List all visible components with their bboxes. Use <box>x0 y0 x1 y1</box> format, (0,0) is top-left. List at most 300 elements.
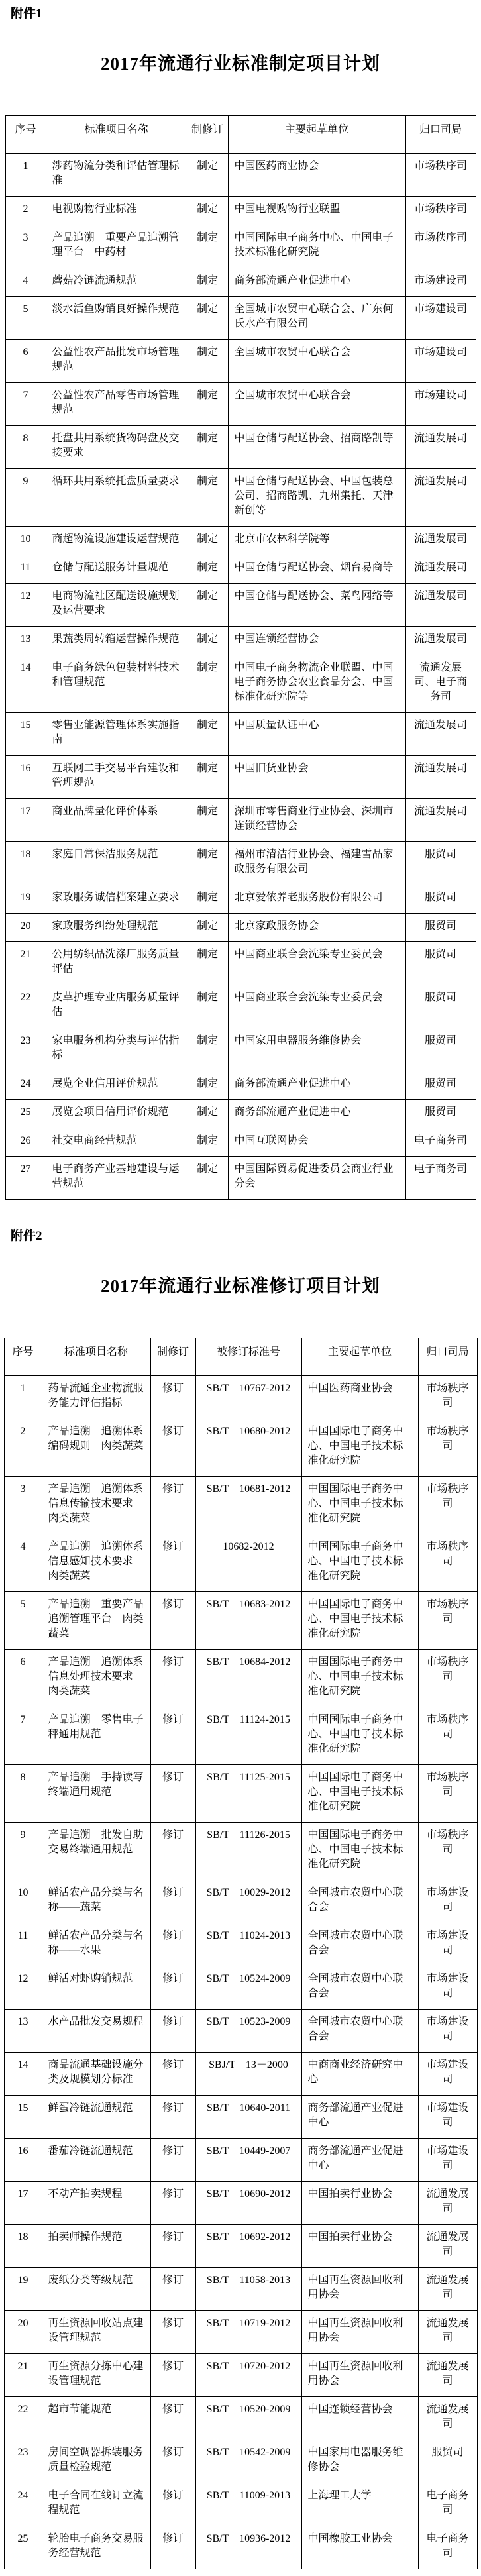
standards-revision-plan-table <box>4 1338 478 2569</box>
cell: 公益性农产品批发市场管理规范 <box>46 340 187 383</box>
cell: 流通发展司 <box>418 2354 477 2397</box>
cell: 鲜活农产品分类与名称——水果 <box>42 1923 150 1966</box>
cell: 商业品牌量化评价体系 <box>46 799 187 842</box>
cell: 电子商务绿色包装材料技术和管理规范 <box>46 655 187 713</box>
table-row <box>5 426 476 469</box>
table-row <box>5 627 476 655</box>
column-header: 被修订标准号 <box>195 1338 301 1376</box>
row-number-cell: 2 <box>4 1419 42 1477</box>
cell: SB/T 10449-2007 <box>195 2139 301 2182</box>
cell: 产品追溯 追溯体系编码规则 肉类蔬菜 <box>42 1419 150 1477</box>
cell: 番茄冷链流通规范 <box>42 2139 150 2182</box>
row-number-cell: 13 <box>5 627 46 655</box>
cell: 制定 <box>187 527 228 555</box>
row-number-cell: 10 <box>4 1880 42 1923</box>
cell: SB/T 10767-2012 <box>195 1376 301 1419</box>
cell: 市场秩序司 <box>418 1534 477 1592</box>
cell: 修订 <box>150 1765 195 1823</box>
cell: 市场秩序司 <box>405 197 476 225</box>
cell: 流通发展司 <box>418 2311 477 2354</box>
cell: 修订 <box>150 1880 195 1923</box>
cell: SB/T 10524-2009 <box>195 1966 301 2010</box>
cell: 中国商业联合会洗染专业委员会 <box>228 985 405 1028</box>
row-number-cell: 2 <box>5 197 46 225</box>
cell: 北京家政服务协会 <box>228 914 405 942</box>
cell: SB/T 10936-2012 <box>195 2526 301 2569</box>
column-header: 归口司局 <box>405 116 476 154</box>
cell: 服贸司 <box>418 2440 477 2483</box>
table-row <box>5 985 476 1028</box>
cell: 拍卖师操作规范 <box>42 2225 150 2268</box>
cell: 水产品批发交易规程 <box>42 2010 150 2053</box>
cell: 家庭日常保洁服务规范 <box>46 842 187 885</box>
cell: 产品追溯 批发自助交易终端通用规范 <box>42 1823 150 1880</box>
cell: 制定 <box>187 627 228 655</box>
cell: SB/T 10640-2011 <box>195 2096 301 2139</box>
cell: 制定 <box>187 154 228 197</box>
cell: 电子商务司 <box>418 2483 477 2526</box>
cell: SB/T 11125-2015 <box>195 1765 301 1823</box>
cell: 产品追溯 零售电子秤通用规范 <box>42 1707 150 1765</box>
row-number-cell: 25 <box>4 2526 42 2569</box>
cell: 市场建设司 <box>418 1880 477 1923</box>
table-row <box>5 914 476 942</box>
cell: 市场建设司 <box>405 268 476 297</box>
column-header: 归口司局 <box>418 1338 477 1376</box>
cell: 中国连锁经营协会 <box>228 627 405 655</box>
cell: 服贸司 <box>405 1028 476 1071</box>
cell: 电视购物行业标准 <box>46 197 187 225</box>
cell: 修订 <box>150 2139 195 2182</box>
cell: 轮胎电子商务交易服务经营规范 <box>42 2526 150 2569</box>
cell: 淡水活鱼购销良好操作规范 <box>46 297 187 340</box>
row-number-cell: 13 <box>4 2010 42 2053</box>
row-number-cell: 24 <box>5 1071 46 1100</box>
table-row <box>4 2354 477 2397</box>
cell: 市场秩序司 <box>418 1477 477 1534</box>
row-number-cell: 11 <box>5 555 46 584</box>
cell: 服贸司 <box>405 842 476 885</box>
cell: SB/T 10681-2012 <box>195 1477 301 1534</box>
row-number-cell: 19 <box>5 885 46 914</box>
cell: 服贸司 <box>405 885 476 914</box>
cell: 修订 <box>150 1707 195 1765</box>
cell: SB/T 10542-2009 <box>195 2440 301 2483</box>
header-row <box>4 1338 477 1376</box>
cell: 修订 <box>150 1534 195 1592</box>
cell: 蘑菇冷链流通规范 <box>46 268 187 297</box>
cell: 电子商务司 <box>405 1157 476 1200</box>
cell: 修订 <box>150 2526 195 2569</box>
table-row <box>5 527 476 555</box>
cell: 流通发展司 <box>405 799 476 842</box>
row-number-cell: 6 <box>5 340 46 383</box>
row-number-cell: 12 <box>4 1966 42 2010</box>
table-row <box>5 297 476 340</box>
cell: 中国橡胶工业协会 <box>301 2526 418 2569</box>
cell: 流通发展司 <box>405 713 476 756</box>
row-number-cell: 9 <box>5 469 46 527</box>
cell: 托盘共用系统货物码盘及交接要求 <box>46 426 187 469</box>
cell: 药品流通企业物流服务能力评估指标 <box>42 1376 150 1419</box>
cell: 再生资源分拣中心建设管理规范 <box>42 2354 150 2397</box>
cell: 中国国际贸易促进委员会商业行业分会 <box>228 1157 405 1200</box>
cell: 中国拍卖行业协会 <box>301 2225 418 2268</box>
cell: 福州市清洁行业协会、福建雪品家政服务有限公司 <box>228 842 405 885</box>
cell: 制定 <box>187 756 228 799</box>
cell: 制定 <box>187 584 228 627</box>
cell: 中国电子商务物流企业联盟、中国电子商务协会农业食品分会、中国标准化研究院等 <box>228 655 405 713</box>
table-row <box>4 1592 477 1650</box>
cell: 商超物流设施建设运营规范 <box>46 527 187 555</box>
row-number-cell: 15 <box>4 2096 42 2139</box>
cell: 制定 <box>187 914 228 942</box>
cell: 流通发展司 <box>405 555 476 584</box>
cell: 产品追溯 追溯体系信息传输技术要求 肉类蔬菜 <box>42 1477 150 1534</box>
cell: 中国国际电子商务中心、中国电子技术标准化研究院 <box>301 1650 418 1707</box>
table-row <box>4 2182 477 2225</box>
row-number-cell: 5 <box>5 297 46 340</box>
row-number-cell: 5 <box>4 1592 42 1650</box>
cell: 中国国际电子商务中心、中国电子技术标准化研究院 <box>301 1419 418 1477</box>
cell: 中国国际电子商务中心、中国电子技术标准化研究院 <box>301 1534 418 1592</box>
cell: 涉药物流分类和评估管理标准 <box>46 154 187 197</box>
cell: 商务部流通产业促进中心 <box>228 1071 405 1100</box>
table-row <box>4 2397 477 2440</box>
table-row <box>4 1534 477 1592</box>
cell: 10682-2012 <box>195 1534 301 1592</box>
cell: 流通发展司 <box>418 2225 477 2268</box>
cell: 制定 <box>187 799 228 842</box>
cell: 中国电视购物行业联盟 <box>228 197 405 225</box>
cell: 修订 <box>150 1477 195 1534</box>
table-row <box>5 469 476 527</box>
cell: 电子合同在线订立流程规范 <box>42 2483 150 2526</box>
cell: SBJ/T 13－2000 <box>195 2053 301 2096</box>
row-number-cell: 3 <box>5 225 46 268</box>
row-number-cell: 26 <box>5 1128 46 1157</box>
table-row <box>4 1923 477 1966</box>
cell: 市场秩序司 <box>418 1707 477 1765</box>
cell: 流通发展司 <box>405 527 476 555</box>
cell: 修订 <box>150 2053 195 2096</box>
row-number-cell: 20 <box>4 2311 42 2354</box>
table-row <box>4 2526 477 2569</box>
attachment-2-title: 2017年流通行业标准修订项目计划 <box>101 1276 380 1296</box>
cell: 家政服务纠纷处理规范 <box>46 914 187 942</box>
cell: 全国城市农贸中心联合会 <box>301 2010 418 2053</box>
column-header: 标准项目名称 <box>42 1338 150 1376</box>
cell: 制定 <box>187 1028 228 1071</box>
cell: 服贸司 <box>405 914 476 942</box>
cell: 商务部流通产业促进中心 <box>301 2096 418 2139</box>
column-header: 制修订 <box>187 116 228 154</box>
cell: 产品追溯 追溯体系信息感知技术要求 肉类蔬菜 <box>42 1534 150 1592</box>
column-header: 制修订 <box>150 1338 195 1376</box>
cell: 中国再生资源回收利用协会 <box>301 2268 418 2311</box>
cell: 全国城市农贸中心联合会 <box>228 340 405 383</box>
cell: 市场建设司 <box>418 2053 477 2096</box>
cell: 制定 <box>187 469 228 527</box>
cell: 中国国际电子商务中心、中国电子技术标准化研究院 <box>301 1592 418 1650</box>
cell: 中国仓储与配送协会、中国包装总公司、招商路凯、九州集托、天津新创等 <box>228 469 405 527</box>
cell: 市场秩序司 <box>405 154 476 197</box>
cell: 制定 <box>187 655 228 713</box>
cell: 流通发展司 <box>405 756 476 799</box>
cell: SB/T 11124-2015 <box>195 1707 301 1765</box>
row-number-cell: 22 <box>5 985 46 1028</box>
row-number-cell: 1 <box>5 154 46 197</box>
table-row <box>4 1477 477 1534</box>
cell: 市场建设司 <box>418 2096 477 2139</box>
cell: 中国再生资源回收利用协会 <box>301 2311 418 2354</box>
row-number-cell: 15 <box>5 713 46 756</box>
cell: 服贸司 <box>405 985 476 1028</box>
row-number-cell: 14 <box>5 655 46 713</box>
cell: 修订 <box>150 1419 195 1477</box>
row-number-cell: 1 <box>4 1376 42 1419</box>
table-row <box>5 1157 476 1200</box>
cell: 修订 <box>150 1650 195 1707</box>
cell: 上海理工大学 <box>301 2483 418 2526</box>
cell: 中国医药商业协会 <box>228 154 405 197</box>
cell: 服贸司 <box>405 942 476 985</box>
cell: 流通发展司 <box>405 426 476 469</box>
cell: 电子商务司 <box>418 2526 477 2569</box>
row-number-cell: 8 <box>4 1765 42 1823</box>
table-row <box>5 1128 476 1157</box>
cell: 服贸司 <box>405 1071 476 1100</box>
cell: 北京市农林科学院等 <box>228 527 405 555</box>
cell: 电子商务司 <box>405 1128 476 1157</box>
cell: 社交电商经营规范 <box>46 1128 187 1157</box>
cell: 制定 <box>187 1157 228 1200</box>
table-row <box>5 584 476 627</box>
row-number-cell: 6 <box>4 1650 42 1707</box>
cell: 循环共用系统托盘质量要求 <box>46 469 187 527</box>
cell: 全国城市农贸中心联合会 <box>301 1923 418 1966</box>
cell: 中国商业联合会洗染专业委员会 <box>228 942 405 985</box>
cell: 超市节能规范 <box>42 2397 150 2440</box>
cell: 制定 <box>187 713 228 756</box>
table-row <box>4 1765 477 1823</box>
cell: 市场建设司 <box>405 297 476 340</box>
cell: 全国城市农贸中心联合会 <box>228 383 405 426</box>
row-number-cell: 11 <box>4 1923 42 1966</box>
cell: 制定 <box>187 383 228 426</box>
cell: 制定 <box>187 1071 228 1100</box>
cell: 房间空调器拆装服务质量检验规范 <box>42 2440 150 2483</box>
cell: 流通发展司、电子商务司 <box>405 655 476 713</box>
table-row <box>5 1100 476 1128</box>
row-number-cell: 14 <box>4 2053 42 2096</box>
cell: SB/T 10692-2012 <box>195 2225 301 2268</box>
row-number-cell: 20 <box>5 914 46 942</box>
table-row <box>4 1419 477 1477</box>
row-number-cell: 9 <box>4 1823 42 1880</box>
cell: 修订 <box>150 1966 195 2010</box>
cell: 市场秩序司 <box>418 1419 477 1477</box>
cell: SB/T 10523-2009 <box>195 2010 301 2053</box>
cell: 修订 <box>150 2182 195 2225</box>
cell: 家电服务机构分类与评估指标 <box>46 1028 187 1071</box>
cell: 中国国际电子商务中心、中国电子技术标准化研究院 <box>301 1765 418 1823</box>
table-row <box>4 2053 477 2096</box>
cell: 制定 <box>187 1100 228 1128</box>
cell: 修订 <box>150 2397 195 2440</box>
cell: 修订 <box>150 2440 195 2483</box>
cell: 市场建设司 <box>405 383 476 426</box>
cell: 修订 <box>150 2096 195 2139</box>
cell: SB/T 10720-2012 <box>195 2354 301 2397</box>
row-number-cell: 10 <box>5 527 46 555</box>
table-row <box>5 340 476 383</box>
table-row <box>5 713 476 756</box>
cell: 产品追溯 追溯体系信息处理技术要求 肉类蔬菜 <box>42 1650 150 1707</box>
cell: 商务部流通产业促进中心 <box>301 2139 418 2182</box>
cell: 鲜活对虾购销规范 <box>42 1966 150 2010</box>
cell: 市场秩序司 <box>418 1592 477 1650</box>
cell: 家政服务诚信档案建立要求 <box>46 885 187 914</box>
cell: SB/T 10520-2009 <box>195 2397 301 2440</box>
cell: 服贸司 <box>405 1100 476 1128</box>
cell: 市场秩序司 <box>418 1823 477 1880</box>
table-row <box>5 1071 476 1100</box>
cell: 深圳市零售商业行业协会、深圳市连锁经营协会 <box>228 799 405 842</box>
table-row <box>4 2483 477 2526</box>
cell: 北京爱侬养老服务股份有限公司 <box>228 885 405 914</box>
table-row <box>4 2010 477 2053</box>
cell: 流通发展司 <box>418 2182 477 2225</box>
cell: 中国医药商业协会 <box>301 1376 418 1419</box>
table-row <box>5 756 476 799</box>
table-row <box>4 2311 477 2354</box>
cell: SB/T 10680-2012 <box>195 1419 301 1477</box>
cell: 产品追溯 手持读写终端通用规范 <box>42 1765 150 1823</box>
attachment-1-title: 2017年流通行业标准制定项目计划 <box>101 54 380 74</box>
table-row <box>5 1028 476 1071</box>
table-row <box>4 2096 477 2139</box>
row-number-cell: 25 <box>5 1100 46 1128</box>
cell: 修订 <box>150 2268 195 2311</box>
cell: 修订 <box>150 2354 195 2397</box>
cell: 全国城市农贸中心联合会 <box>301 1880 418 1923</box>
cell: 商品流通基础设施分类及规模划分标准 <box>42 2053 150 2096</box>
row-number-cell: 18 <box>4 2225 42 2268</box>
cell: 流通发展司 <box>418 2268 477 2311</box>
cell: 商务部流通产业促进中心 <box>228 1100 405 1128</box>
table-row <box>5 942 476 985</box>
table-row <box>4 2139 477 2182</box>
cell: 中国互联网协会 <box>228 1128 405 1157</box>
cell: 制定 <box>187 268 228 297</box>
table-row <box>5 383 476 426</box>
cell: 鲜蛋冷链流通规范 <box>42 2096 150 2139</box>
table-row <box>5 154 476 197</box>
cell: 展览会项目信用评价规范 <box>46 1100 187 1128</box>
table-row <box>4 1376 477 1419</box>
table-row <box>5 197 476 225</box>
attachment-2-label: 附件2 <box>11 1229 42 1243</box>
cell: 修订 <box>150 1923 195 1966</box>
cell: 互联网二手交易平台建设和管理规范 <box>46 756 187 799</box>
cell: SB/T 10684-2012 <box>195 1650 301 1707</box>
cell: 中国再生资源回收利用协会 <box>301 2354 418 2397</box>
cell: 中国国际电子商务中心、中国电子技术标准化研究院 <box>301 1707 418 1765</box>
row-number-cell: 12 <box>5 584 46 627</box>
cell: 修订 <box>150 1376 195 1419</box>
row-number-cell: 24 <box>4 2483 42 2526</box>
attachment-1-label: 附件1 <box>11 7 42 21</box>
cell: 中国质量认证中心 <box>228 713 405 756</box>
table-row <box>5 885 476 914</box>
row-number-cell: 22 <box>4 2397 42 2440</box>
cell: 公用纺织品洗涤厂服务质量评估 <box>46 942 187 985</box>
row-number-cell: 4 <box>4 1534 42 1592</box>
cell: 产品追溯 重要产品追溯管理平台 肉类蔬菜 <box>42 1592 150 1650</box>
cell: 制定 <box>187 225 228 268</box>
attachment-2-section <box>0 1222 481 2569</box>
column-header: 主要起草单位 <box>301 1338 418 1376</box>
cell: 制定 <box>187 942 228 985</box>
cell: 修订 <box>150 1823 195 1880</box>
row-number-cell: 27 <box>5 1157 46 1200</box>
cell: 中国仓储与配送协会、烟台易商等 <box>228 555 405 584</box>
row-number-cell: 17 <box>4 2182 42 2225</box>
table-row <box>4 2225 477 2268</box>
column-header: 序号 <box>5 116 46 154</box>
cell: SB/T 11058-2013 <box>195 2268 301 2311</box>
cell: 中国国际电子商务中心、中国电子技术标准化研究院 <box>301 1477 418 1534</box>
row-number-cell: 21 <box>4 2354 42 2397</box>
cell: SB/T 10683-2012 <box>195 1592 301 1650</box>
cell: 不动产拍卖规程 <box>42 2182 150 2225</box>
cell: 中国国际电子商务中心、中国电子技术标准化研究院 <box>301 1823 418 1880</box>
cell: SB/T 11126-2015 <box>195 1823 301 1880</box>
header-row <box>5 116 476 154</box>
table-row <box>4 1966 477 2010</box>
cell: 市场建设司 <box>418 1966 477 2010</box>
table-row <box>5 268 476 297</box>
row-number-cell: 7 <box>5 383 46 426</box>
row-number-cell: 8 <box>5 426 46 469</box>
cell: 制定 <box>187 985 228 1028</box>
cell: 流通发展司 <box>405 584 476 627</box>
table-row <box>4 1880 477 1923</box>
cell: 中国连锁经营协会 <box>301 2397 418 2440</box>
cell: 市场建设司 <box>418 1923 477 1966</box>
cell: 中国家用电器服务维修协会 <box>301 2440 418 2483</box>
cell: 市场建设司 <box>418 2010 477 2053</box>
row-number-cell: 3 <box>4 1477 42 1534</box>
cell: 市场秩序司 <box>418 1376 477 1419</box>
cell: 市场秩序司 <box>418 1765 477 1823</box>
cell: 全国城市农贸中心联合会、广东何氏水产有限公司 <box>228 297 405 340</box>
cell: 制定 <box>187 885 228 914</box>
row-number-cell: 7 <box>4 1707 42 1765</box>
cell: 修订 <box>150 2483 195 2526</box>
table-row <box>5 842 476 885</box>
cell: 中国家用电器服务维修协会 <box>228 1028 405 1071</box>
cell: 产品追溯 重要产品追溯管理平台 中药材 <box>46 225 187 268</box>
cell: 制定 <box>187 555 228 584</box>
table-row <box>5 799 476 842</box>
column-header: 标准项目名称 <box>46 116 187 154</box>
cell: 制定 <box>187 1128 228 1157</box>
cell: 废纸分类等级规范 <box>42 2268 150 2311</box>
cell: 市场建设司 <box>418 2139 477 2182</box>
cell: 果蔬类周转箱运营操作规范 <box>46 627 187 655</box>
